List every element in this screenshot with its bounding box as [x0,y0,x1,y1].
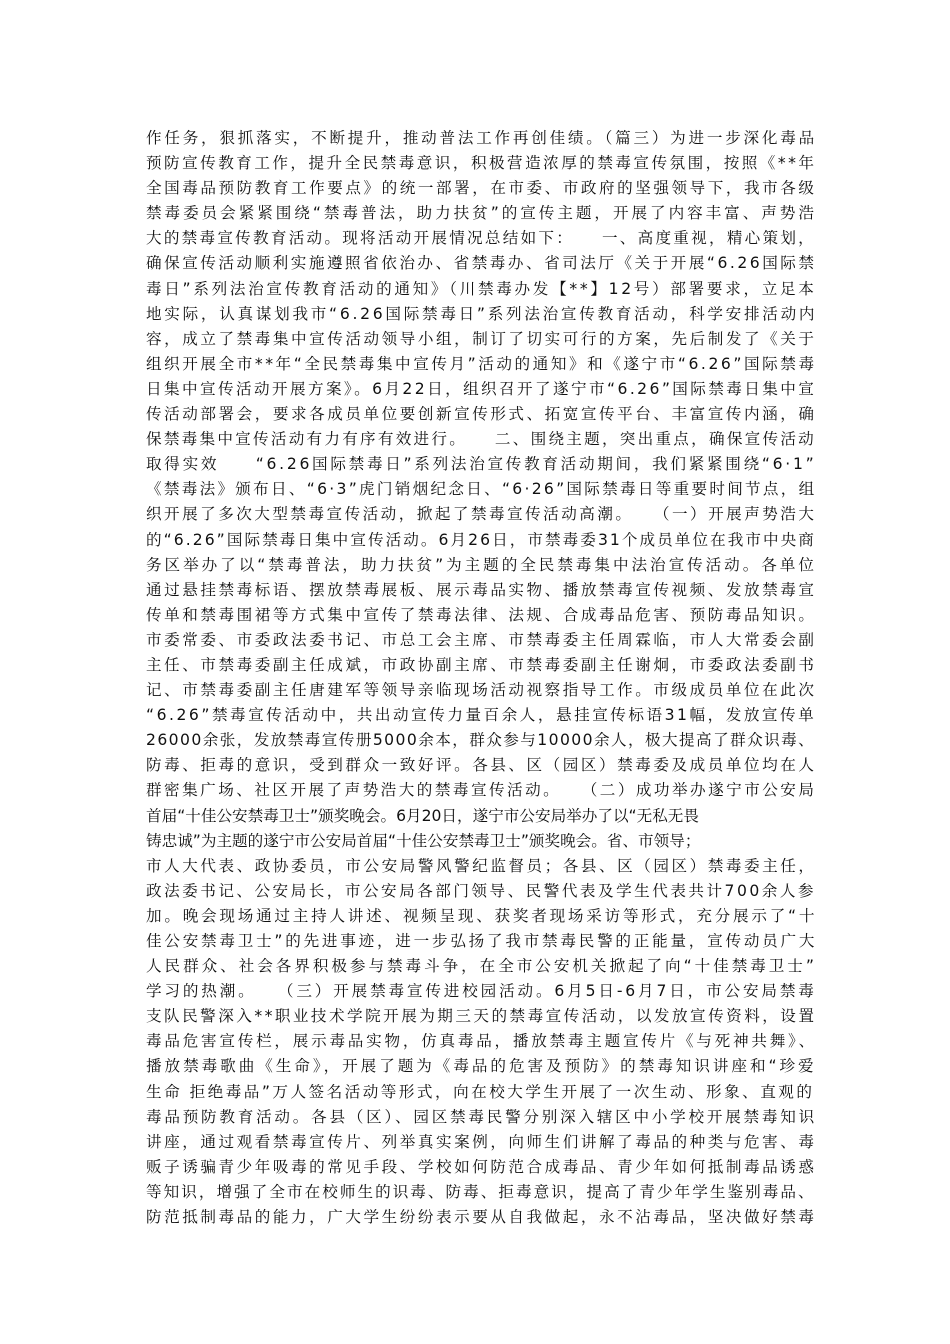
body-text [146,126,818,1230]
text-line: 毒品预防教育活动。各县（区）、园区禁毒民警分别深入辖区中小学校开展禁毒知识 [146,1107,817,1126]
text-line: 作任务，狠抓落实，不断提升，推动普法工作再创佳绩。（篇三）为进一步深化毒品 [146,129,817,147]
text-line: 禁毒委员会紧紧围绕“禁毒普法，助力扶贫”的宣传主题，开展了内容丰富、声势浩 [146,204,817,223]
text-line: 铸忠诚”为主题的遂宁市公安局首届“十佳公安禁毒卫士”颁奖晚会。省、市领导； [146,831,701,850]
text-line: 播放禁毒歌曲《生命》，开展了题为《毒品的危害及预防》的禁毒知识讲座和“珍爱 [146,1057,817,1076]
text-line: 人民群众、社会各界积极参与禁毒斗争，在全市公安机关掀起了向“十佳禁毒卫士” [146,957,817,976]
text-line: 容，成立了禁毒集中宣传活动领导小组，制订了切实可行的方案，先后制发了《关于 [146,329,817,348]
text-line: 预防宣传教育工作，提升全民禁毒意识，积极营造浓厚的禁毒宣传氛围，按照《**年 [146,154,817,173]
text-line: 取得实效 “6.26国际禁毒日”系列法治宣传教育活动期间，我们紧紧围绕“6·1” [146,455,817,474]
text-line: 全国毒品预防教育工作要点》的统一部署，在市委、市政府的坚强领导下，我市各级 [146,179,817,198]
text-line: 主任、市禁毒委副主任成斌，市政协副主席、市禁毒委副主任谢炯，市委政法委副书 [146,655,817,674]
text-line: 防毒、拒毒的意识，受到群众一致好评。各县、区（园区）禁毒委及成员单位均在人 [146,756,817,775]
text-line: “6.26”禁毒宣传活动中，共出动宣传力量百余人，悬挂宣传标语31幅，发放宣传单 [146,706,817,725]
text-line: 市人大代表、政协委员，市公安局警风警纪监督员；各县、区（园区）禁毒委主任， [146,856,817,875]
text-line: 生命 拒绝毒品”万人签名活动等形式，向在校大学生开展了一次生动、形象、直观的 [146,1082,815,1101]
text-line: 26000余张，发放禁毒宣传册5000余本，群众参与10000余人，极大提高了群众识毒、 [146,731,816,750]
text-line: 记、市禁毒委副主任唐建军等领导亲临现场活动视察指导工作。市级成员单位在此次 [146,681,817,700]
text-line: 织开展了多次大型禁毒宣传活动，掀起了禁毒宣传活动高潮。 （一）开展声势浩大 [146,505,817,524]
text-line: 讲座，通过观看禁毒宣传片、列举真实案例，向师生们讲解了毒品的种类与危害、毒 [146,1132,817,1151]
text-line: 等知识，增强了全市在校师生的识毒、防毒、拒毒意识，提高了青少年学生鉴别毒品、 [146,1182,816,1201]
text-line: 传活动部署会，要求各成员单位要创新宣传形式、拓宽宣传平台、丰富宣传内涵，确 [146,405,817,424]
text-line: 政法委书记、公安局长，市公安局各部门领导、民警代表及学生代表共计700余人参 [146,881,817,900]
text-line: 保禁毒集中宣传活动有力有序有效进行。 二、围绕主题，突出重点，确保宣传活动 [146,430,816,449]
text-line: 通过悬挂禁毒标语、摆放禁毒展板、展示毒品实物、播放禁毒宣传视频、发放禁毒宣 [146,580,817,599]
text-line: 防范抵制毒品的能力，广大学生纷纷表示要从自我做起，永不沾毒品，坚决做好禁毒 [146,1208,817,1227]
text-line: 毒日”系列法治宣传教育活动的通知》（川禁毒办发【**】12号）部署要求，立足本 [146,279,817,298]
text-line: 组织开展全市**年“全民禁毒集中宣传月”活动的通知》和《遂宁市“6.26”国际禁毒 [146,354,817,373]
text-line: 大的禁毒宣传教育活动。现将活动开展情况总结如下： 一、高度重视，精心策划， [146,229,816,248]
text-line: 市委常委、市委政法委书记、市总工会主席、市禁毒委主任周霖临，市人大常委会副 [146,630,817,649]
text-line: 群密集广场、社区开展了声势浩大的禁毒宣传活动。 （二）成功举办遂宁市公安局 [146,781,817,800]
text-line: 加。晚会现场通过主持人讲述、视频呈现、获奖者现场采访等形式，充分展示了“十 [146,906,818,925]
text-line: 学习的热潮。 （三）开展禁毒宣传进校园活动。6月5日-6月7日，市公安局禁毒 [146,982,817,1001]
text-line: 确保宣传活动顺利实施遵照省依治办、省禁毒办、省司法厅《关于开展“6.26国际禁 [146,254,817,273]
text-line: 务区举办了以“禁毒普法，助力扶贫”为主题的全民禁毒集中法治宣传活动。各单位 [146,555,817,574]
text-line: 《禁毒法》颁布日、“6·3”虎门销烟纪念日、“6·26”国际禁毒日等重要时间节点，组 [146,480,817,499]
text-line: 支队民警深入**职业技术学院开展为期三天的禁毒宣传活动，以发放宣传资料，设置 [146,1007,817,1026]
text-line: 毒品危害宣传栏，展示毒品实物，仿真毒品，播放禁毒主题宣传片《与死神共舞》、 [146,1032,817,1051]
text-line: 日集中宣传活动开展方案》。6月22日，组织召开了遂宁市“6.26”国际禁毒日集中宣 [146,379,817,398]
text-line: 贩子诱骗青少年吸毒的常见手段、学校如何防范合成毒品、青少年如何抵制毒品诱惑 [146,1157,817,1176]
text-line: 的“6.26”国际禁毒日集中宣传活动。6月26日，市禁毒委31个成员单位在我市中央商 [146,530,816,549]
text-line: 传单和禁毒围裙等方式集中宣传了禁毒法律、法规、合成毒品危害、预防毒品知识。 [146,605,817,624]
text-line: 地实际，认真谋划我市“6.26国际禁毒日”系列法治宣传教育活动，科学安排活动内 [146,304,818,323]
text-line: 佳公安禁毒卫士”的先进事迹，进一步弘扬了我市禁毒民警的正能量，宣传动员广大 [146,932,818,950]
text-line: 首届“十佳公安禁毒卫士”颁奖晚会。6月20日，遂宁市公安局举办了以“无私无畏 [146,806,699,825]
